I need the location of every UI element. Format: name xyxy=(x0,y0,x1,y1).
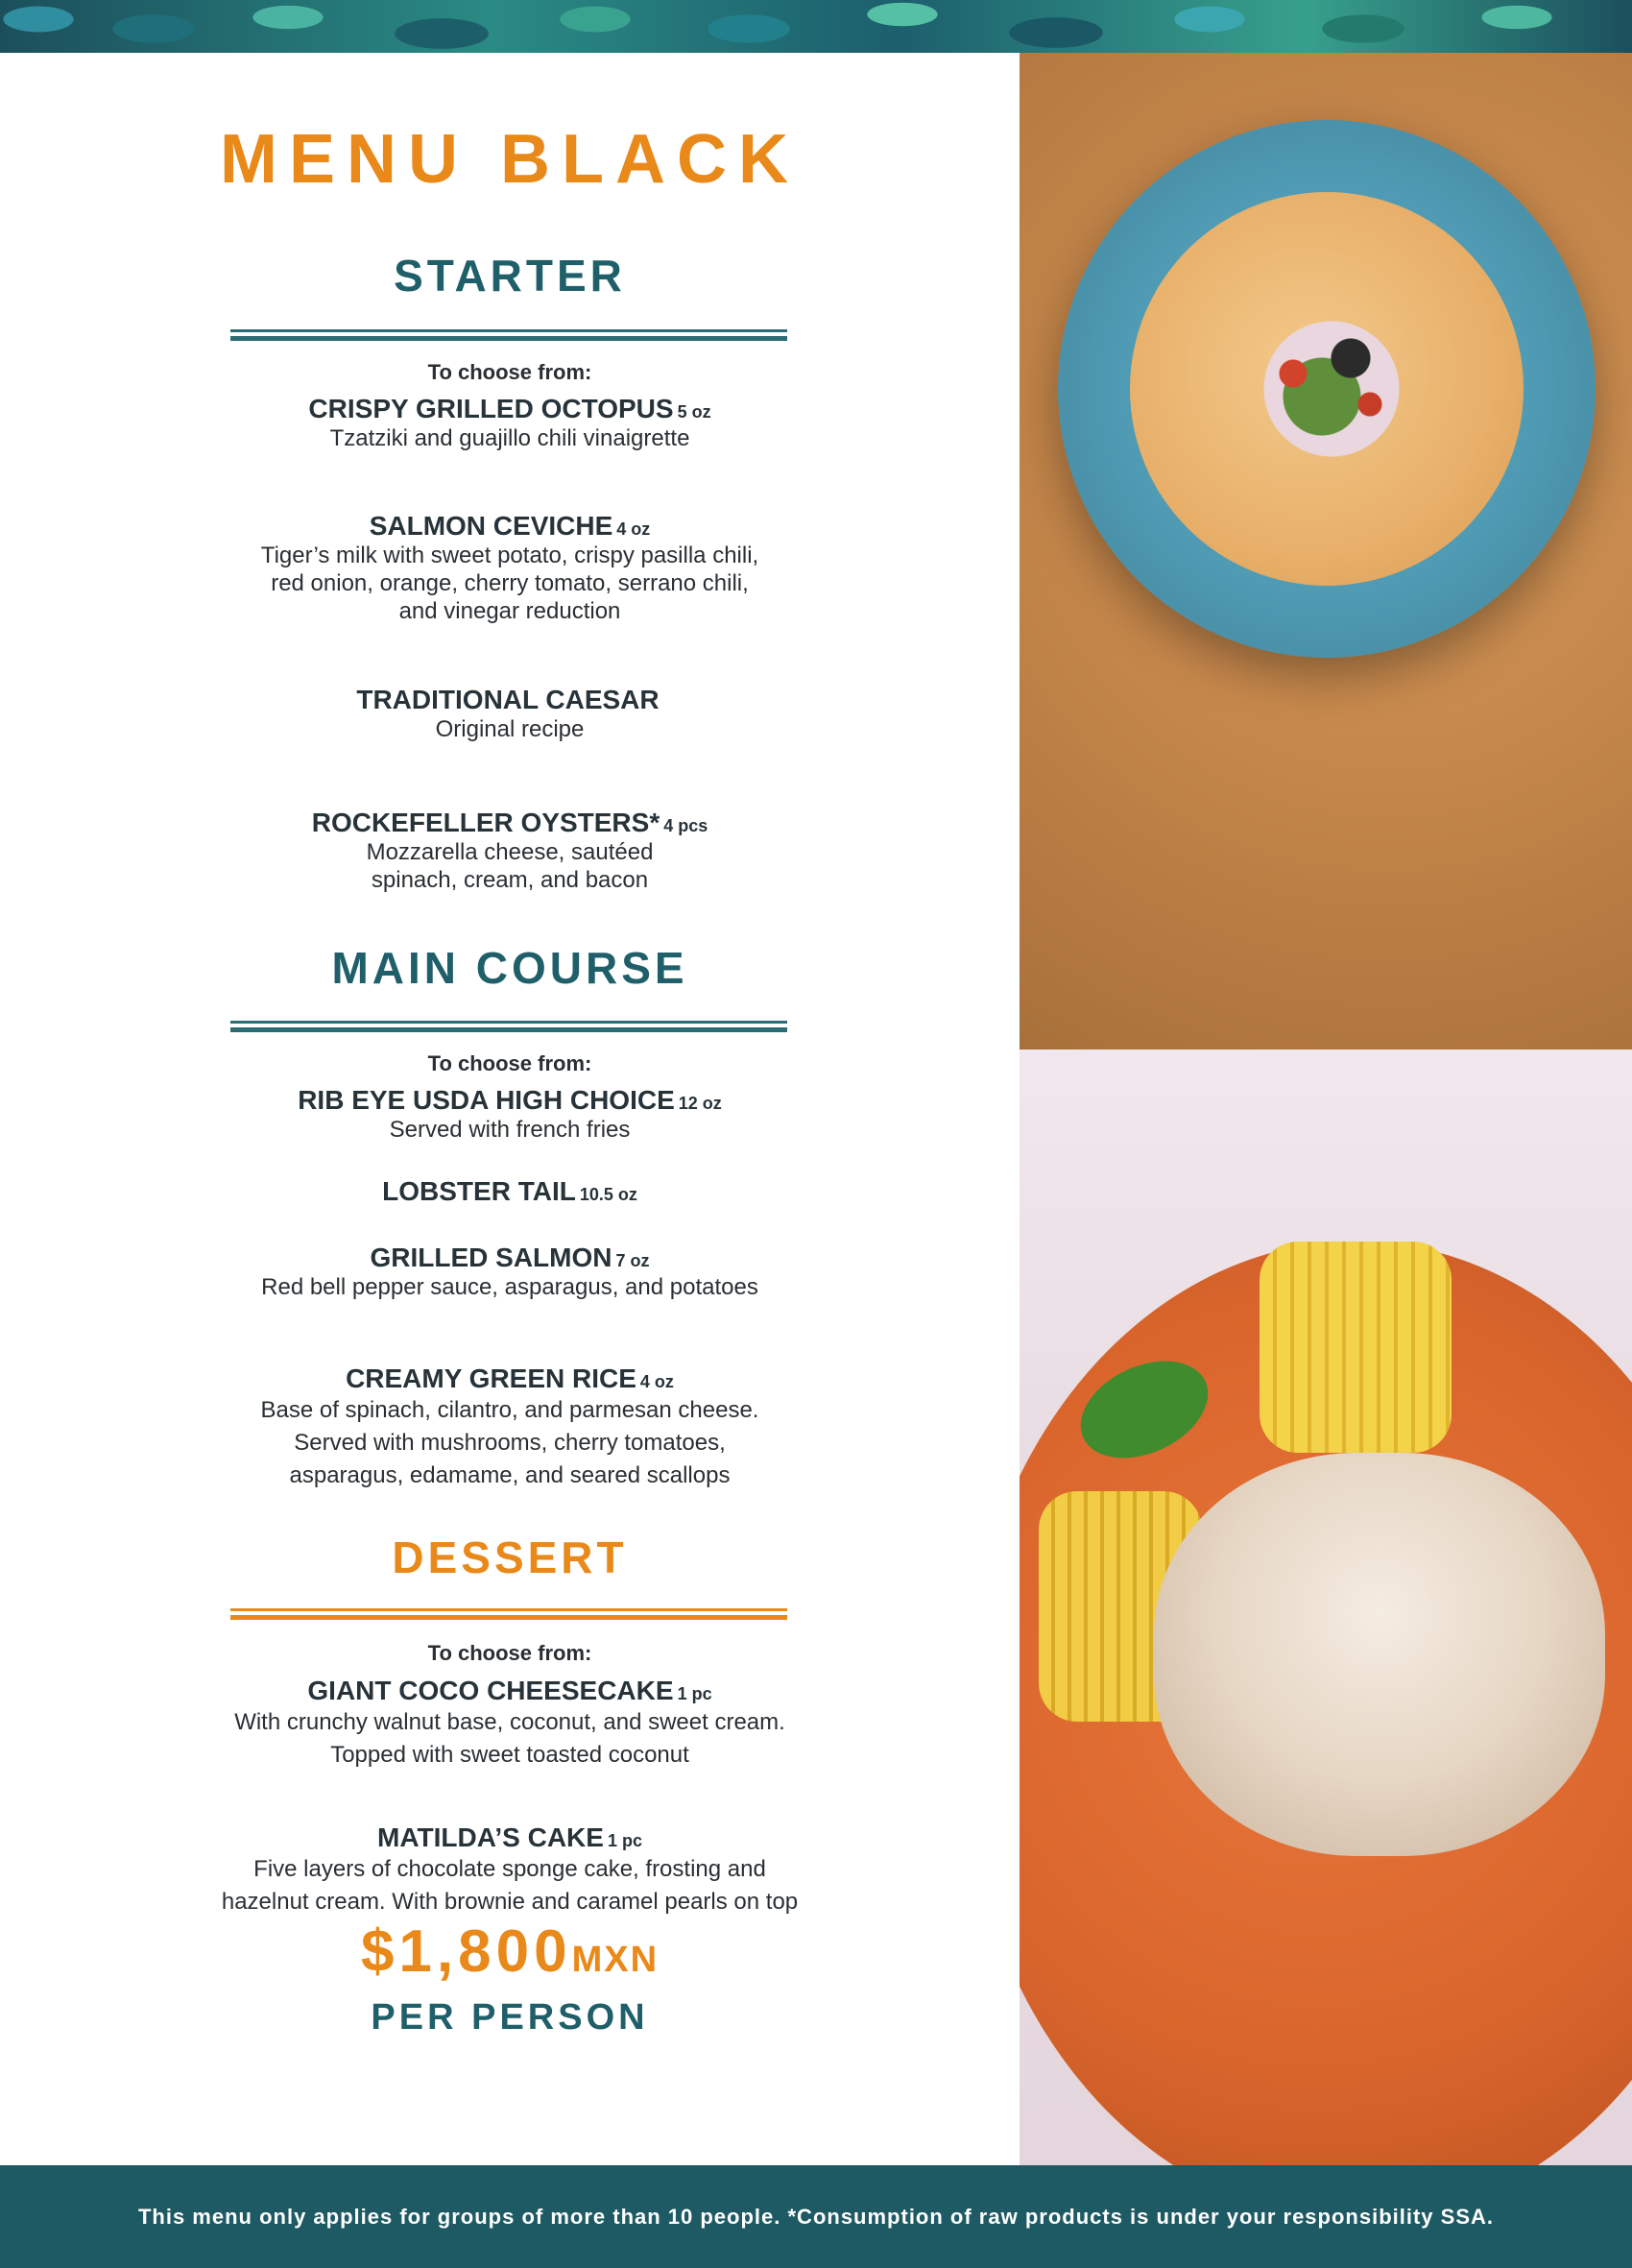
menu-title: MENU BLACK xyxy=(220,121,800,198)
price-currency: MXN xyxy=(571,1940,660,1980)
item-qty: 4 oz xyxy=(639,1372,674,1391)
garnish-shape xyxy=(1236,312,1428,466)
price xyxy=(0,1918,1020,1986)
item-desc: Served with french fries xyxy=(389,1117,631,1143)
choose-label: To choose from: xyxy=(427,1641,592,1665)
section-title-main-course: MAIN COURSE xyxy=(331,943,688,993)
menu-item xyxy=(0,808,1020,894)
item-name: CRISPY GRILLED OCTOPUS xyxy=(308,394,674,423)
item-desc: Base of spinach, cilantro, and parmesan cheese. Served with mushrooms, cherry tomatoes, asparagus, edamame, and seared scallops xyxy=(260,1397,759,1488)
lobster-shape xyxy=(1154,1453,1605,1856)
item-qty: 10.5 oz xyxy=(579,1185,637,1204)
footer-bar xyxy=(0,2165,1632,2268)
item-name: GRILLED SALMON xyxy=(370,1243,612,1272)
item-qty: 12 oz xyxy=(678,1094,722,1113)
item-desc: Tzatziki and guajillo chili vinaigrette xyxy=(329,425,690,451)
corn-shape xyxy=(1260,1242,1452,1453)
item-desc: Original recipe xyxy=(435,716,585,742)
lobster-photo xyxy=(1020,1050,1632,2165)
item-name: CREAMY GREEN RICE xyxy=(346,1363,636,1393)
choose-label: To choose from: xyxy=(427,1051,592,1075)
item-qty: 4 oz xyxy=(616,519,651,539)
soup-photo xyxy=(1020,53,1632,1050)
item-desc: Mozzarella cheese, sautéed spinach, cream, and bacon xyxy=(366,839,654,893)
item-name: MATILDA’S CAKE xyxy=(377,1822,604,1852)
section-divider xyxy=(230,329,787,341)
item-qty: 4 pcs xyxy=(663,816,708,835)
section-title-dessert: DESSERT xyxy=(392,1532,628,1582)
section-divider xyxy=(230,1608,787,1620)
item-desc: Five layers of chocolate sponge cake, frosting and hazelnut cream. With brownie and caramel pearls on top xyxy=(221,1856,799,1915)
menu-item xyxy=(0,1822,1020,1918)
menu-item xyxy=(0,1363,1020,1492)
item-qty: 1 pc xyxy=(607,1831,642,1850)
item-name: RIB EYE USDA HIGH CHOICE xyxy=(298,1085,675,1115)
menu-column xyxy=(0,53,1020,2165)
menu-item xyxy=(0,1085,1020,1144)
item-desc: With crunchy walnut base, coconut, and sweet cream. Topped with sweet toasted coconut xyxy=(234,1709,785,1768)
item-name: GIANT COCO CHEESECAKE xyxy=(307,1676,674,1705)
menu-item xyxy=(0,394,1020,452)
item-name: ROCKEFELLER OYSTERS* xyxy=(311,808,660,837)
item-name: TRADITIONAL CAESAR xyxy=(356,685,660,714)
tropical-leaf-banner xyxy=(0,0,1632,53)
menu-item xyxy=(0,1176,1020,1207)
menu-item xyxy=(0,511,1020,625)
menu-item xyxy=(0,1676,1020,1772)
item-desc: Tiger’s milk with sweet potato, crispy pasilla chili, red onion, orange, cherry tomato, serrano chili, and vinegar reduction xyxy=(260,543,759,624)
item-qty: 7 oz xyxy=(615,1251,650,1270)
section-title-starter: STARTER xyxy=(394,251,626,301)
choose-label: To choose from: xyxy=(427,360,592,384)
section-divider xyxy=(230,1021,787,1032)
per-person-label: PER PERSON xyxy=(371,1997,649,2038)
item-name: SALMON CEVICHE xyxy=(369,511,613,541)
item-qty: 1 pc xyxy=(677,1684,712,1703)
item-qty: 5 oz xyxy=(677,402,711,422)
menu-item xyxy=(0,685,1020,743)
menu-item xyxy=(0,1243,1020,1301)
footer-disclaimer: This menu only applies for groups of more than 10 people. *Consumption of raw products is under your responsibility SSA. xyxy=(137,2204,1495,2229)
item-desc: Red bell pepper sauce, asparagus, and potatoes xyxy=(261,1274,758,1300)
item-name: LOBSTER TAIL xyxy=(382,1176,576,1206)
price-amount: $1,800 xyxy=(360,1918,572,1985)
